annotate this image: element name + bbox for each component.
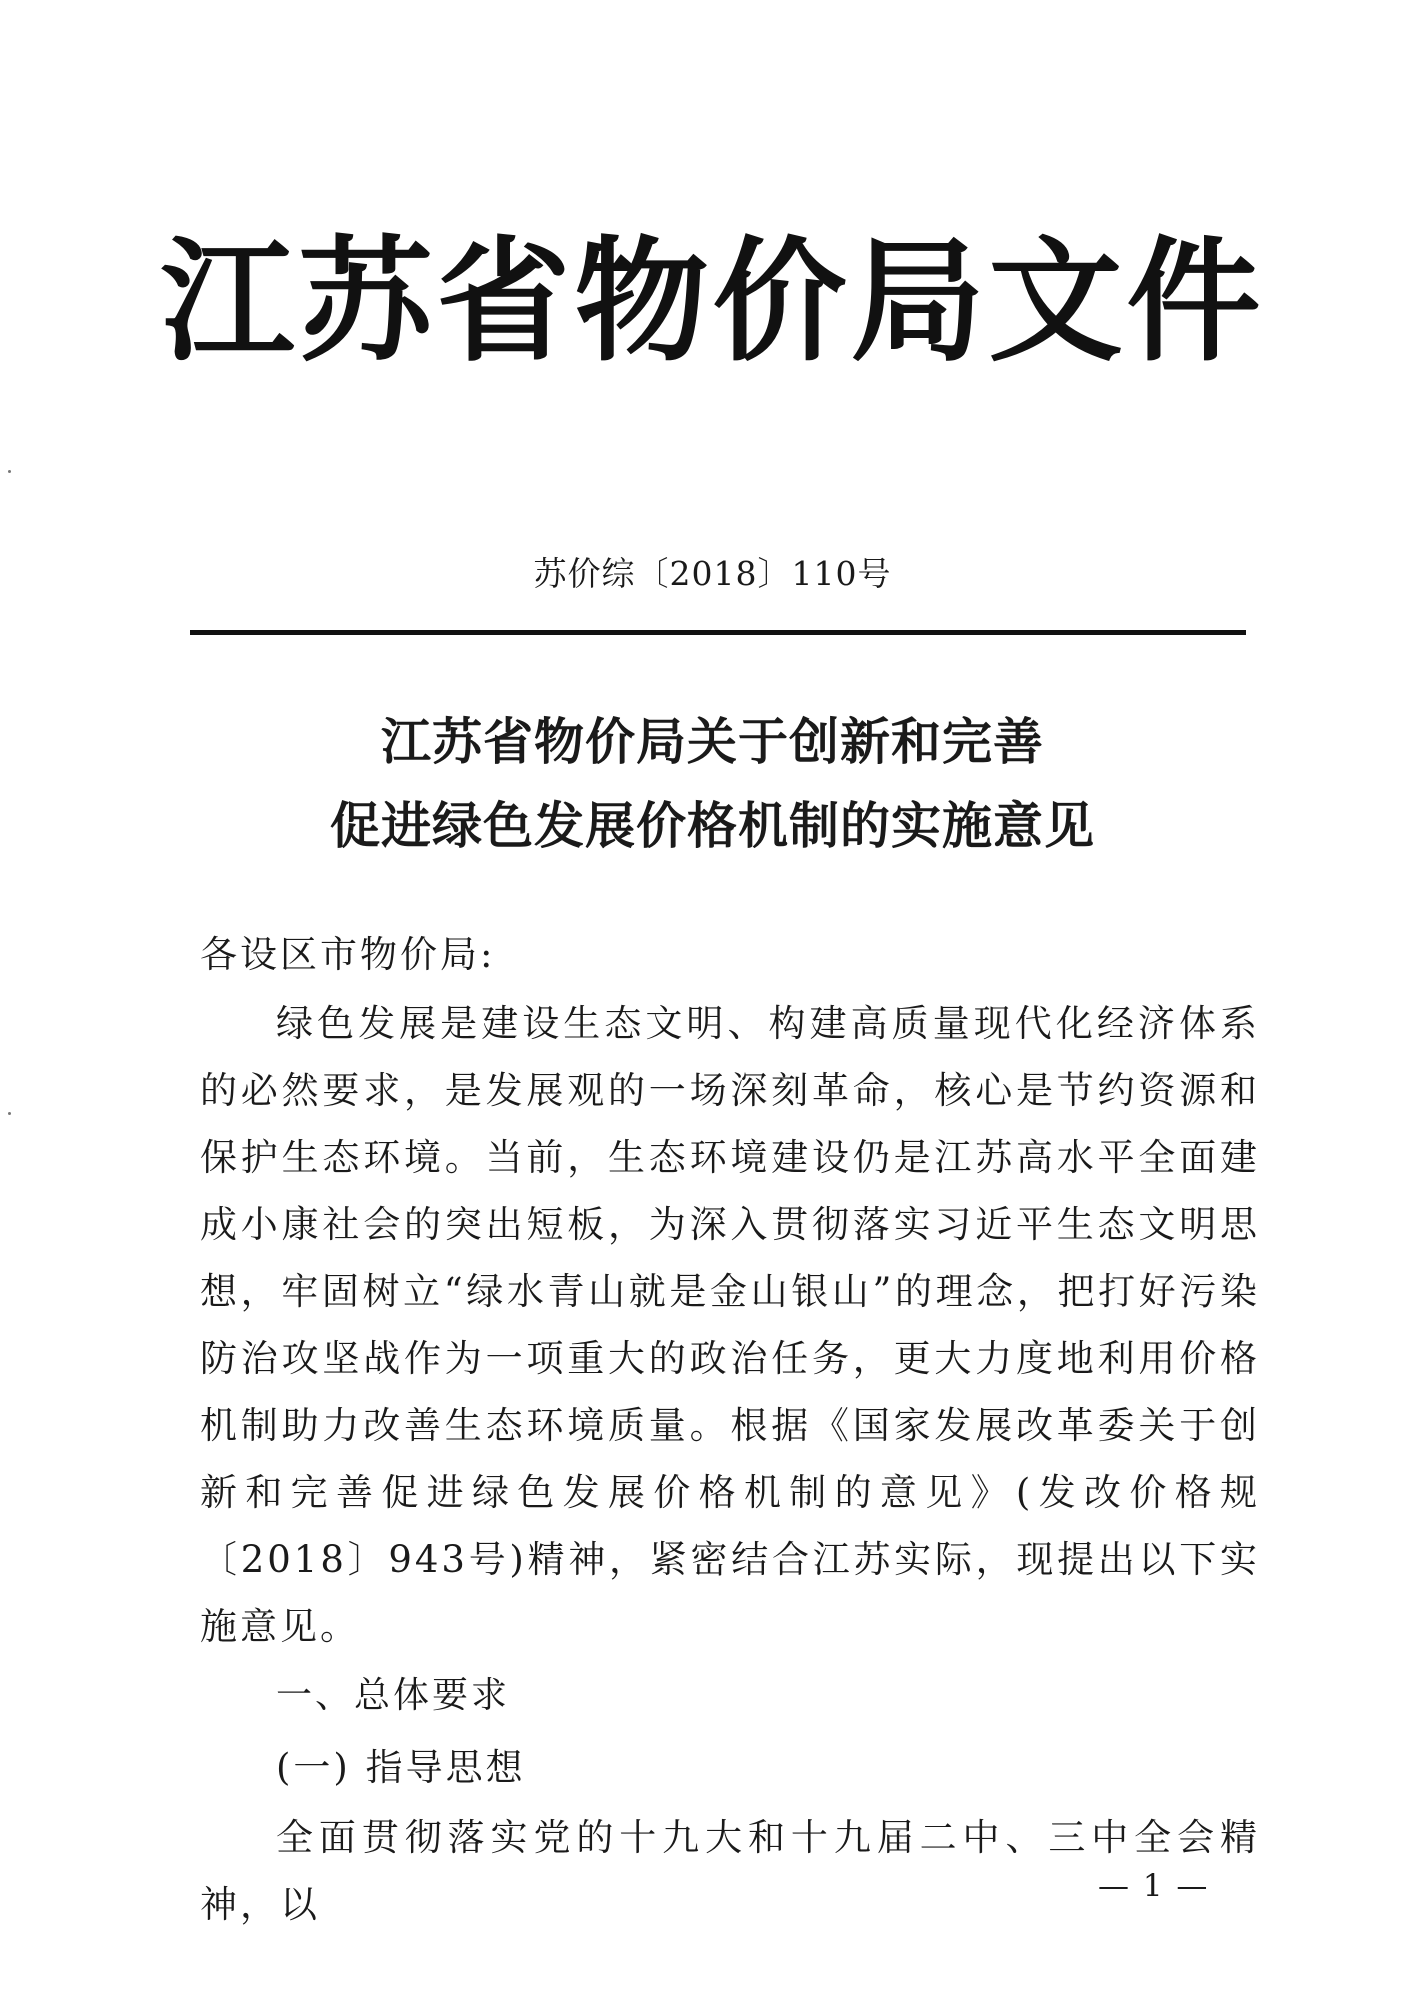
- page-number: — 1 —: [1098, 1868, 1210, 1904]
- document-masthead: 江苏省物价局文件: [160, 224, 1265, 380]
- intro-paragraph: 绿色发展是建设生态文明、构建高质量现代化经济体系的必然要求，是发展观的一场深刻革命，核心是节约资源和保护生态环境。当前，生态环境建设仍是江苏高水平全面建成小康社会的突出短板，为深入贯彻落实习近平生态文明思想，牢固树立“绿水青山就是金山银山”的理念，把打好污染防治攻坚战作为一项重大的政治任务，更大力度地利用价格机制助力改善生态环境质量。根据《国家发展改革委关于创新和完善促进绿色发展价格机制的意见》(发改价格规〔2018〕943号)精神，紧密结合江苏实际，现提出以下实施意见。: [200, 1002, 1260, 1648]
- document-title-line-2: 促进绿色发展价格机制的实施意见: [330, 797, 1095, 855]
- scan-speck: [8, 1112, 11, 1115]
- document-title-line-1: 江苏省物价局关于创新和完善: [381, 713, 1044, 771]
- scan-speck: [8, 470, 11, 473]
- document-body: [200, 920, 1260, 1938]
- document-number: 苏价综〔2018〕110号: [533, 554, 892, 593]
- salutation: 各设区市物价局:: [200, 933, 496, 976]
- continuation-paragraph: 全面贯彻落实党的十九大和十九届二中、三中全会精神，以: [200, 1816, 1260, 1926]
- document-title: [0, 700, 1425, 868]
- section-heading: 一、总体要求: [276, 1675, 511, 1716]
- masthead-divider-line: [190, 630, 1246, 635]
- subsection-heading: (一) 指导思想: [276, 1746, 526, 1789]
